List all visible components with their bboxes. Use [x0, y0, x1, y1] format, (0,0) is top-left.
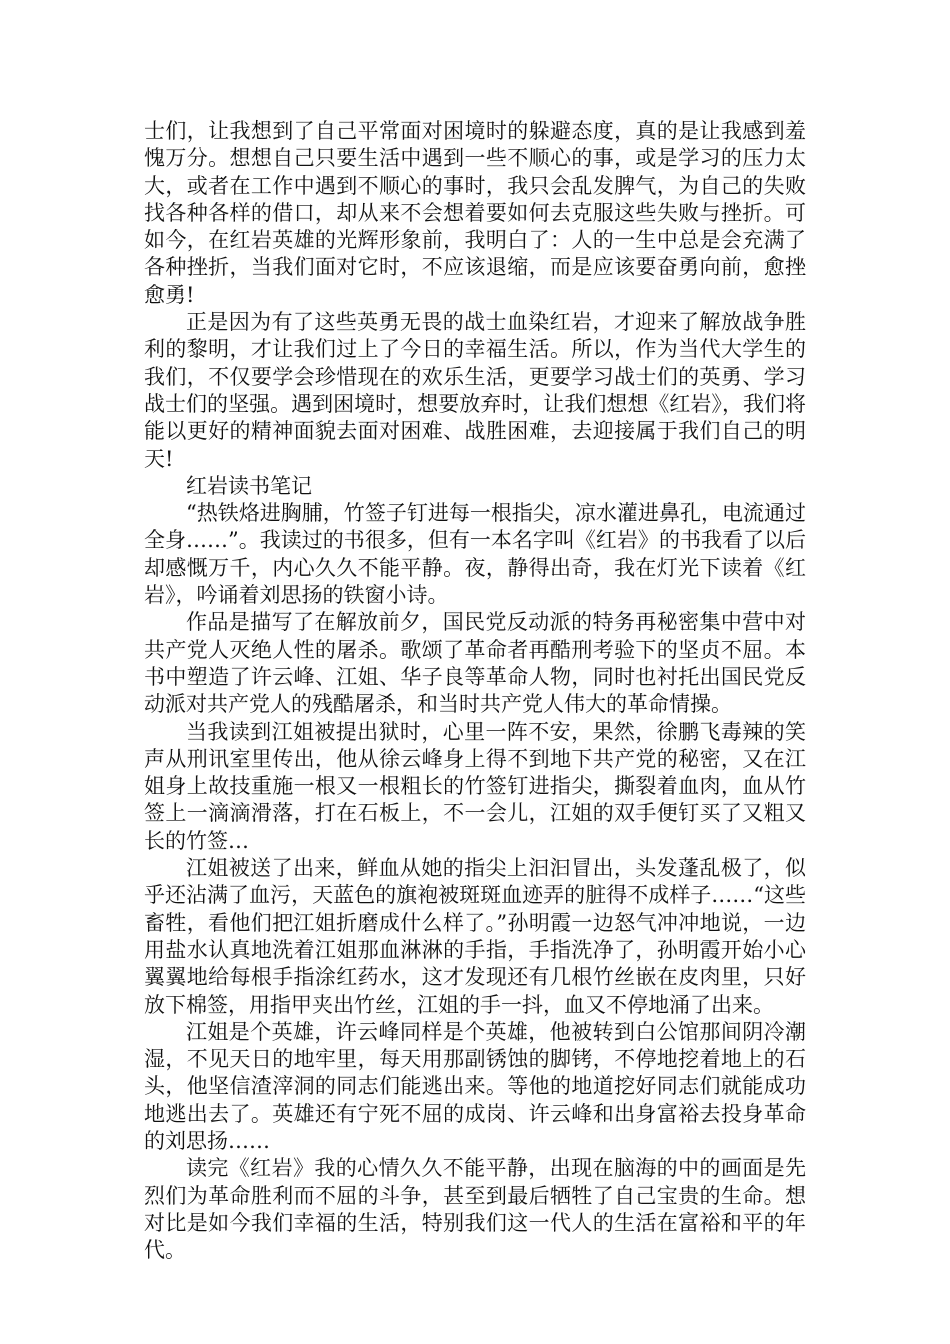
paragraph: “热铁烙进胸脯，竹签子钉进每一根指尖，凉水灌进鼻孔，电流通过全身……”。我读过的书很多，但有一本名字叫《红岩》的书我看了以后却感慨万千，内心久久不能平静。夜，静得出奇，我在灯光下读着《红岩》，吟诵着刘思扬的铁窗小诗。: [144, 501, 806, 608]
paragraph: 江姐是个英雄，许云峰同样是个英雄，他被转到白公馆那间阴冷潮湿，不见天日的地牢里，每天用那副锈蚀的脚铐，不停地挖着地上的石头，他坚信渣滓洞的同志们能逃出来。等他的地道挖好同志们就能成功地逃出去了。英雄还有宁死不屈的成岗、许云峰和出身富裕去投身革命的刘思扬……: [144, 1019, 806, 1153]
paragraph-continuation: 士们，让我想到了自己平常面对困境时的躲避态度，真的是让我感到羞愧万分。想想自己只要生活中遇到一些不顺心的事，或是学习的压力太大，或者在工作中遇到不顺心的事时，我只会乱发脾气，为自己的失败找各种各样的借口，却从来不会想着要如何去克服这些失败与挫折。可如今，在红岩英雄的光辉形象前，我明白了：人的一生中总是会充满了各种挫折，当我们面对它时，不应该退缩，而是应该要奋勇向前，愈挫愈勇!: [144, 119, 806, 307]
paragraph: 正是因为有了这些英勇无畏的战士血染红岩，才迎来了解放战争胜利的黎明，才让我们过上了今日的幸福生活。所以，作为当代大学生的我们，不仅要学会珍惜现在的欢乐生活，更要学习战士们的英勇、学习战士们的坚强。遇到困境时，想要放弃时，让我们想想《红岩》，我们将能以更好的精神面貌去面对困难、战胜困难，去迎接属于我们自己的明天!: [144, 310, 806, 471]
paragraph: 江姐被送了出来，鲜血从她的指尖上汩汩冒出，头发蓬乱极了，似乎还沾满了血污，天蓝色的旗袍被斑斑血迹弄的脏得不成样子……“这些畜牲，看他们把江姐折磨成什么样了。”孙明霞一边怒气冲冲地说，一边用盐水认真地洗着江姐那血淋淋的手指，手指洗净了，孙明霞开始小心翼翼地给每根手指涂红药水，这才发现还有几根竹丝嵌在皮肉里，只好放下棉签，用指甲夹出竹丝，江姐的手一抖，血又不停地涌了出来。: [144, 856, 806, 1017]
paragraph: 作品是描写了在解放前夕，国民党反动派的特务再秘密集中营中对共产党人灭绝人性的屠杀。歌颂了革命者再酷刑考验下的坚贞不屈。本书中塑造了许云峰、江姐、华子良等革命人物，同时也衬托出国民党反动派对共产党人的残酷屠杀，和当时共产党人伟大的革命情操。: [144, 610, 806, 717]
document-body: [144, 118, 806, 1264]
paragraph: 读完《红岩》我的心情久久不能平静，出现在脑海的中的画面是先烈们为革命胜利而不屈的斗争，甚至到最后牺牲了自己宝贵的生命。想对比是如今我们幸福的生活，特别我们这一代人的生活在富裕和平的年代。: [144, 1156, 806, 1263]
paragraph: 当我读到江姐被提出狱时，心里一阵不安，果然，徐鹏飞毒辣的笑声从刑讯室里传出，他从徐云峰身上得不到地下共产党的秘密，又在江姐身上故技重施一根又一根粗长的竹签钉进指尖，撕裂着血肉，血从竹签上一滴滴滑落，打在石板上，不一会儿，江姐的双手便钉买了又粗又长的竹签…: [144, 719, 806, 853]
section-heading: 红岩读书笔记: [186, 473, 312, 498]
